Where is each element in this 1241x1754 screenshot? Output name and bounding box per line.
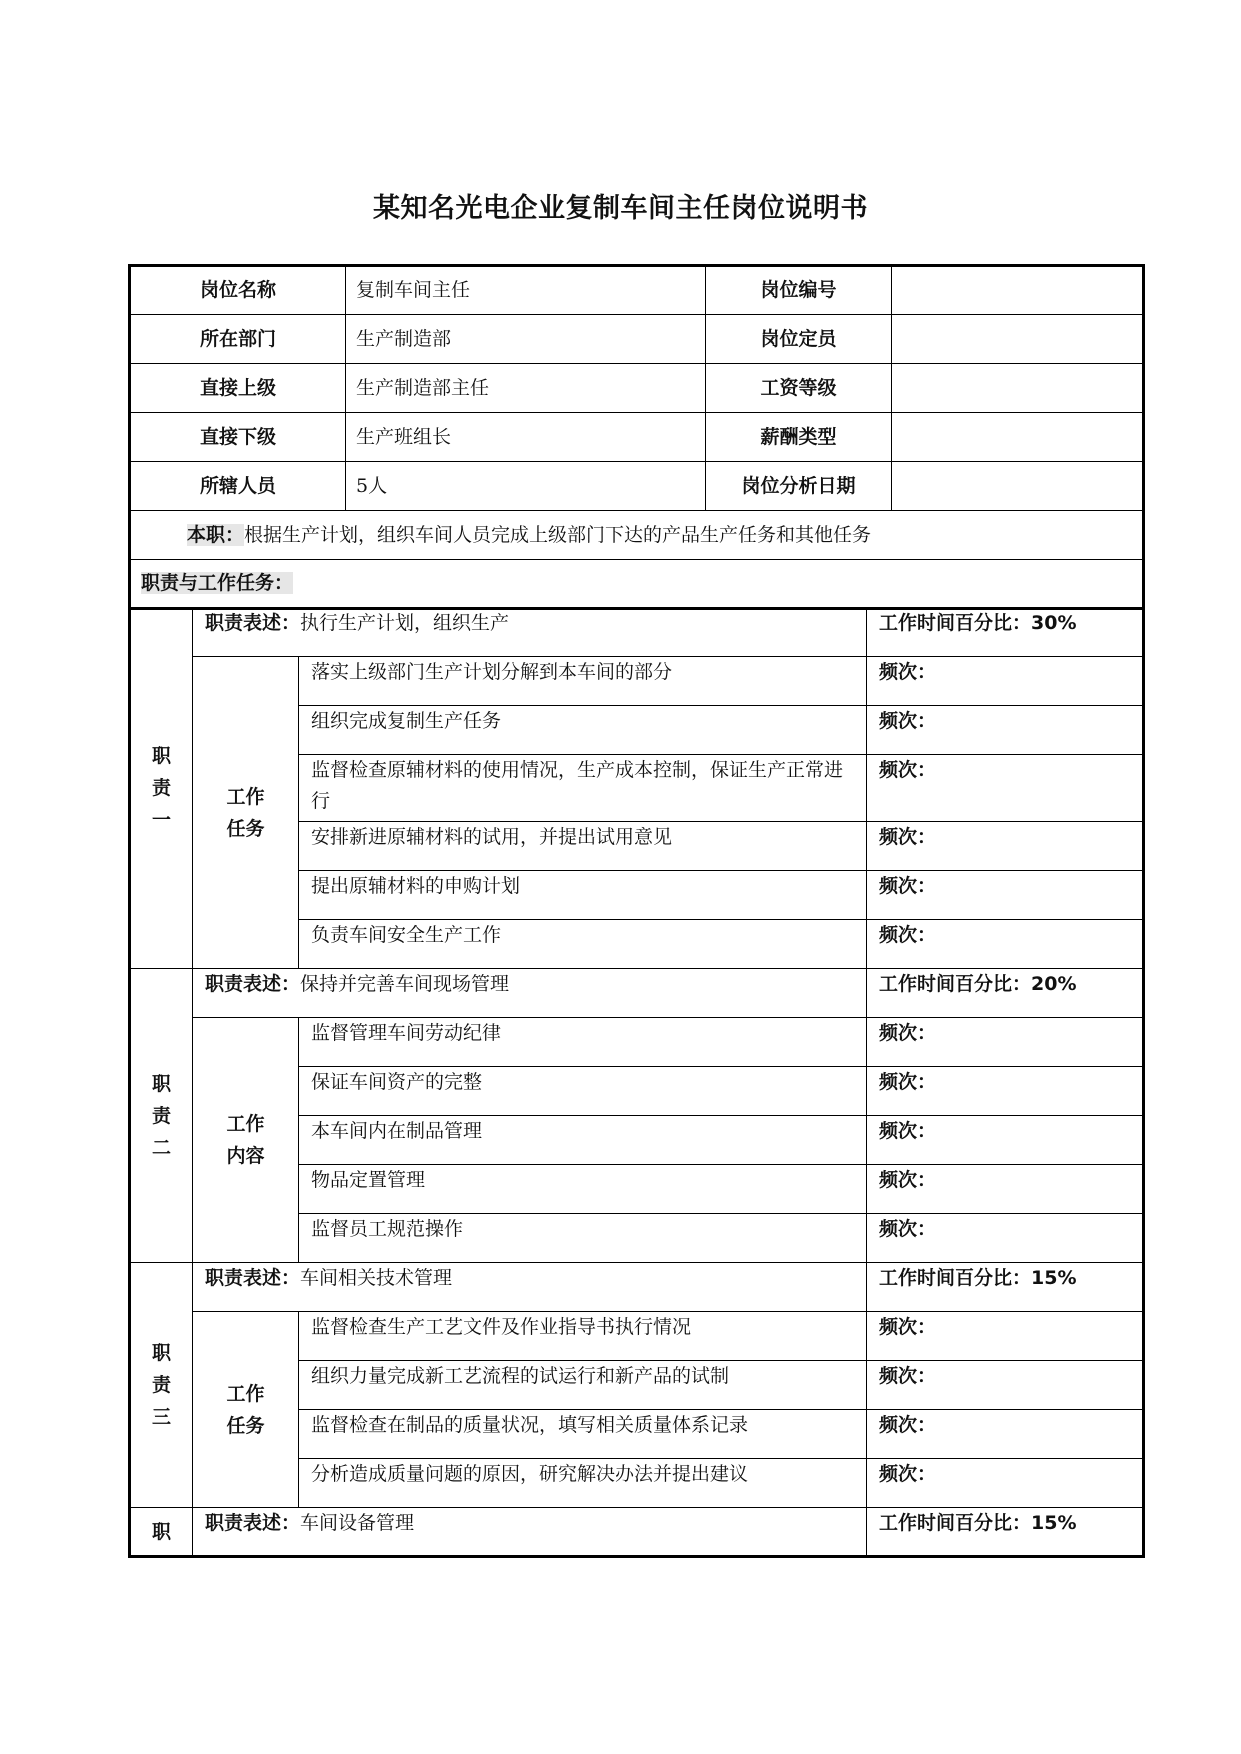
duty3-freq-2: 频次： xyxy=(867,1361,1144,1410)
duty2-task-3: 本车间内在制品管理 xyxy=(299,1116,867,1165)
duty3-freq-1: 频次： xyxy=(867,1312,1144,1361)
duty4-side-label: 职 xyxy=(130,1508,193,1557)
duty1-freq-4: 频次： xyxy=(867,822,1144,871)
duty2-freq-3: 频次： xyxy=(867,1116,1144,1165)
duty-summary-cell xyxy=(130,511,1144,560)
duty3-freq-4: 频次： xyxy=(867,1459,1144,1508)
duty1-desc-row xyxy=(130,608,1144,657)
duty2-task-4: 物品定置管理 xyxy=(299,1165,867,1214)
department-value: 生产制造部 xyxy=(346,315,706,364)
duty1-task-1: 落实上级部门生产计划分解到本车间的部分 xyxy=(299,657,867,706)
duty2-freq-4: 频次： xyxy=(867,1165,1144,1214)
analysis-date-label: 岗位分析日期 xyxy=(706,462,892,511)
duty2-freq-5: 频次： xyxy=(867,1214,1144,1263)
duty1-freq-3: 频次： xyxy=(867,755,1144,822)
duty3-side-label: 职 责 三 xyxy=(130,1263,193,1508)
duty3-task-1: 监督检查生产工艺文件及作业指导书执行情况 xyxy=(299,1312,867,1361)
duty4-desc-text: 车间设备管理 xyxy=(300,1512,415,1534)
subordinate-label: 直接下级 xyxy=(130,413,346,462)
duty4-percent: 工作时间百分比：15% xyxy=(867,1508,1144,1557)
duty2-desc-row xyxy=(130,969,1144,1018)
superior-value: 生产制造部主任 xyxy=(346,364,706,413)
info-row-5 xyxy=(130,462,1144,511)
headcount-value xyxy=(892,315,1144,364)
duty1-task-3: 监督检查原辅材料的使用情况，生产成本控制，保证生产正常进行 xyxy=(299,755,867,822)
duty3-desc-label: 职责表述： xyxy=(205,1267,301,1289)
staff-value: 5人 xyxy=(346,462,706,511)
duty3-work-label: 工作 任务 xyxy=(193,1312,299,1508)
duty3-percent: 工作时间百分比：15% xyxy=(867,1263,1144,1312)
duty2-percent: 工作时间百分比：20% xyxy=(867,969,1144,1018)
department-label: 所在部门 xyxy=(130,315,346,364)
duty4-desc-label: 职责表述： xyxy=(205,1512,301,1534)
duty3-desc-row xyxy=(130,1263,1144,1312)
duty1-freq-6: 频次： xyxy=(867,920,1144,969)
duty3-desc-cell xyxy=(193,1263,867,1312)
table-row xyxy=(130,1018,1144,1067)
analysis-date-value xyxy=(892,462,1144,511)
duty2-task-5: 监督员工规范操作 xyxy=(299,1214,867,1263)
duty1-desc-text: 执行生产计划，组织生产 xyxy=(300,612,510,634)
duty3-task-3: 监督检查在制品的质量状况，填写相关质量体系记录 xyxy=(299,1410,867,1459)
duty2-work-label: 工作 内容 xyxy=(193,1018,299,1263)
salary-grade-label: 工资等级 xyxy=(706,364,892,413)
info-table xyxy=(128,264,1145,610)
duty1-task-2: 组织完成复制生产任务 xyxy=(299,706,867,755)
position-name-label: 岗位名称 xyxy=(130,266,346,315)
duty2-task-2: 保证车间资产的完整 xyxy=(299,1067,867,1116)
duty4-desc-row xyxy=(130,1508,1144,1557)
duty2-freq-1: 频次： xyxy=(867,1018,1144,1067)
duty4-desc-cell xyxy=(193,1508,867,1557)
duty3-task-2: 组织力量完成新工艺流程的试运行和新产品的试制 xyxy=(299,1361,867,1410)
table-row xyxy=(130,657,1144,706)
pay-type-value xyxy=(892,413,1144,462)
duty1-percent: 工作时间百分比：30% xyxy=(867,608,1144,657)
duty1-task-6: 负责车间安全生产工作 xyxy=(299,920,867,969)
duty1-freq-1: 频次： xyxy=(867,657,1144,706)
duty1-freq-2: 频次： xyxy=(867,706,1144,755)
duty1-work-label: 工作 任务 xyxy=(193,657,299,969)
table-row xyxy=(130,1312,1144,1361)
position-no-label: 岗位编号 xyxy=(706,266,892,315)
staff-label: 所辖人员 xyxy=(130,462,346,511)
duty1-task-5: 提出原辅材料的申购计划 xyxy=(299,871,867,920)
duties-table xyxy=(128,607,1145,1558)
position-name-value: 复制车间主任 xyxy=(346,266,706,315)
page-title: 某知名光电企业复制车间主任岗位说明书 xyxy=(373,193,868,224)
duty2-task-1: 监督管理车间劳动纪律 xyxy=(299,1018,867,1067)
duty2-desc-text: 保持并完善车间现场管理 xyxy=(300,973,510,995)
duty3-freq-3: 频次： xyxy=(867,1410,1144,1459)
duties-header: 职责与工作任务： xyxy=(141,572,294,594)
duty-summary-label: 本职： xyxy=(187,523,245,546)
superior-label: 直接上级 xyxy=(130,364,346,413)
duty2-freq-2: 频次： xyxy=(867,1067,1144,1116)
headcount-label: 岗位定员 xyxy=(706,315,892,364)
duty-summary-text: 根据生产计划，组织车间人员完成上级部门下达的产品生产任务和其他任务 xyxy=(244,523,872,546)
salary-grade-value xyxy=(892,364,1144,413)
info-row-1 xyxy=(130,266,1144,315)
duty3-desc-text: 车间相关技术管理 xyxy=(300,1267,453,1289)
duty3-task-4: 分析造成质量问题的原因，研究解决办法并提出建议 xyxy=(299,1459,867,1508)
subordinate-value: 生产班组长 xyxy=(346,413,706,462)
duty1-freq-5: 频次： xyxy=(867,871,1144,920)
duty1-task-4: 安排新进原辅材料的试用，并提出试用意见 xyxy=(299,822,867,871)
info-row-2 xyxy=(130,315,1144,364)
duty1-desc-cell xyxy=(193,608,867,657)
duty2-side-label: 职 责 二 xyxy=(130,969,193,1263)
duties-header-cell xyxy=(130,560,1144,609)
duty2-desc-label: 职责表述： xyxy=(205,973,301,995)
duties-header-row xyxy=(130,560,1144,609)
duty1-desc-label: 职责表述： xyxy=(205,612,301,634)
duty-summary-row xyxy=(130,511,1144,560)
position-no-value xyxy=(892,266,1144,315)
info-row-4 xyxy=(130,413,1144,462)
duty1-side-label: 职 责 一 xyxy=(130,608,193,969)
pay-type-label: 薪酬类型 xyxy=(706,413,892,462)
info-row-3 xyxy=(130,364,1144,413)
duty2-desc-cell xyxy=(193,969,867,1018)
